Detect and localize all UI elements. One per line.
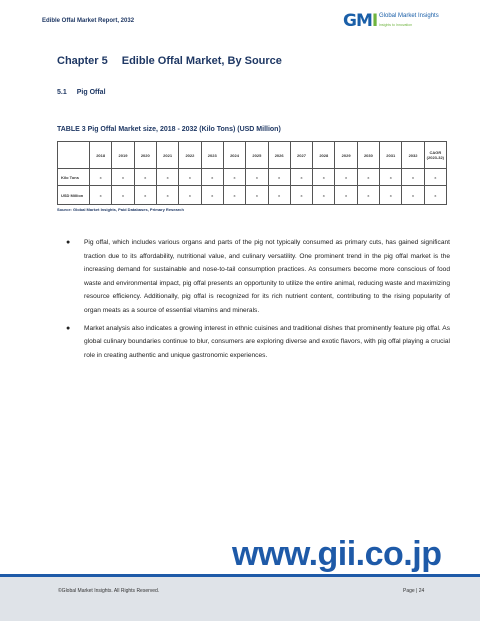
table-header-cell: 2019: [112, 142, 134, 169]
table-header-cell: 2021: [156, 142, 178, 169]
table-header-cell: 2028: [313, 142, 335, 169]
report-title: Edible Offal Market Report, 2032: [42, 18, 135, 24]
table-cell: x: [112, 186, 134, 205]
table-cell: x: [268, 169, 290, 186]
table-cell: x: [402, 186, 424, 205]
table-cell: x: [357, 169, 379, 186]
logo-tagline: Insights to Innovation: [379, 23, 413, 27]
footer-bar: [0, 577, 480, 621]
table-cell: x: [335, 186, 357, 205]
table-header-cell: 2029: [335, 142, 357, 169]
chapter-title: Edible Offal Market, By Source: [121, 55, 282, 67]
table-cell: x: [246, 169, 268, 186]
table-cell: x: [179, 186, 201, 205]
table-cell: x: [424, 186, 446, 205]
table-cell: x: [380, 169, 402, 186]
logo-mark: GMI: [343, 11, 378, 31]
table-header-cell: 2027: [290, 142, 312, 169]
table-header-empty: [58, 142, 90, 169]
table-header-cell: 2020: [134, 142, 156, 169]
table-cell: x: [156, 186, 178, 205]
table-cell: x: [424, 169, 446, 186]
table-cell: x: [357, 186, 379, 205]
table-header-cell: CAGR (2023-32): [424, 142, 446, 169]
table-row: [58, 169, 447, 186]
section-heading: [57, 89, 106, 96]
table-cell: x: [90, 169, 112, 186]
bullet-dot-icon: ●: [66, 239, 71, 246]
table-cell: x: [134, 169, 156, 186]
bullet-item: [60, 322, 450, 363]
chapter-number: Chapter 5: [57, 55, 108, 67]
bullet-text: Pig offal, which includes various organs and parts of the pig not typically consumed as primary cuts, has gained significant traction due to its affordability, nutritional value, and culinary versatility. One prominent trend in the pig offal market is the increasing demand for sustainable and nose-to-tail consumption practices. As consumers become more conscious of food waste and environmental impact, pig offal presents an opportunity to utilize the entire animal, reducing waste and maximizing resource efficiency. Additionally, pig offal is recognized for its rich nutrient content, contributing to the rising popularity of organ meats as a source of essential vitamins and minerals.: [84, 239, 450, 314]
table-row-label: USD Million: [58, 186, 90, 205]
table-row-label: Kilo Tons: [58, 169, 90, 186]
table-header-cell: 2022: [179, 142, 201, 169]
table-cell: x: [290, 186, 312, 205]
table-cell: x: [179, 169, 201, 186]
chapter-heading: [57, 55, 282, 67]
table-header-cell: 2025: [246, 142, 268, 169]
footer-page-number: Page | 24: [403, 588, 425, 594]
section-title: Pig Offal: [76, 89, 106, 96]
bullet-item: [60, 236, 450, 318]
table-cell: x: [223, 186, 245, 205]
table-row: [58, 186, 447, 205]
watermark: www.gii.co.jp: [232, 535, 442, 573]
table-cell: x: [246, 186, 268, 205]
table-header-cell: 2023: [201, 142, 223, 169]
footer-copyright: ©Global Market Insights. All Rights Reserved.: [58, 588, 160, 594]
table-header-cell: 2031: [380, 142, 402, 169]
table-caption: TABLE 3 Pig Offal Market size, 2018 - 2032 (Kilo Tons) (USD Million): [57, 126, 281, 133]
bullet-dot-icon: ●: [66, 324, 71, 332]
table-cell: x: [223, 169, 245, 186]
table-cell: x: [380, 186, 402, 205]
logo-name: Global Market Insights: [379, 13, 439, 19]
table-header-row: [58, 142, 447, 169]
bullet-text: Market analysis also indicates a growing interest in ethnic cuisines and traditional dishes that prominently feature pig offal. As global culinary boundaries continue to blur, consumers are exploring diverse and exotic flavors, with pig offal playing a crucial role in creating authentic and unique gastronomic experiences.: [84, 324, 450, 359]
section-number: 5.1: [57, 89, 67, 96]
table-cell: x: [402, 169, 424, 186]
gmi-logo: [343, 9, 443, 33]
table-cell: x: [112, 169, 134, 186]
table-header-cell: 2030: [357, 142, 379, 169]
table-header-cell: 2026: [268, 142, 290, 169]
table-cell: x: [90, 186, 112, 205]
table-cell: x: [335, 169, 357, 186]
table-cell: x: [313, 186, 335, 205]
market-size-table: [57, 141, 447, 205]
table-header-cell: 2032: [402, 142, 424, 169]
table-cell: x: [156, 169, 178, 186]
table-cell: x: [201, 169, 223, 186]
table-cell: x: [268, 186, 290, 205]
table-cell: x: [134, 186, 156, 205]
table-header-cell: 2018: [90, 142, 112, 169]
table-cell: x: [313, 169, 335, 186]
bullet-list: [60, 236, 450, 362]
table-source: Source: Global Market Insights, Paid Databases, Primary Research: [57, 207, 184, 212]
table-cell: x: [201, 186, 223, 205]
table-header-cell: 2024: [223, 142, 245, 169]
table-cell: x: [290, 169, 312, 186]
